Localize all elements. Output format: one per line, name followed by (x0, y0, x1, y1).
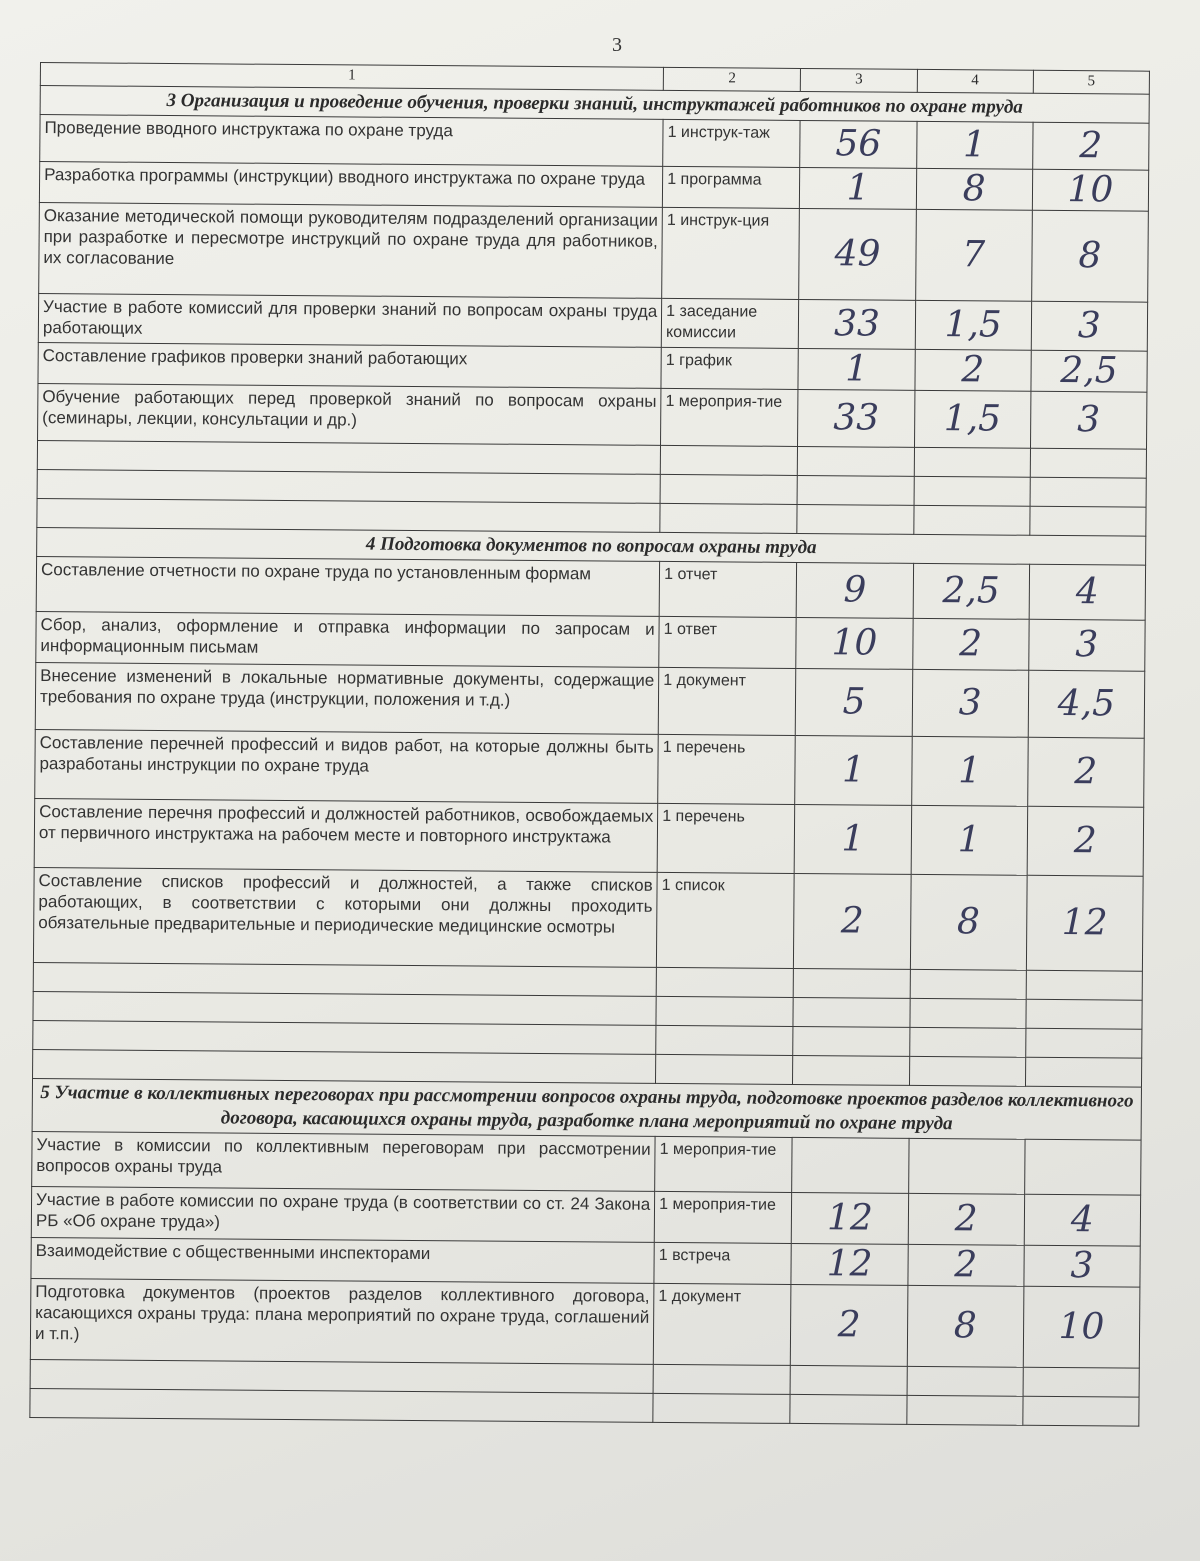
work-description-cell: Проведение вводного инструктажа по охране труда (40, 115, 663, 167)
value-col5-cell: 2 (1032, 122, 1149, 170)
section-header-row (32, 1078, 1141, 1140)
empty-cell (30, 1388, 653, 1422)
table-row (31, 1186, 1140, 1246)
empty-cell (1030, 506, 1146, 536)
work-description-cell: Составление списков профессий и должностей, а также списков работающих, в соответствии с которыми они должны проходить обязательные предварительные и периодические медицинские осмотры (33, 867, 657, 967)
work-description-cell: Разработка программы (инструкции) вводного инструктажа по охране труда (39, 162, 662, 208)
value-col5-cell: 12 (1026, 875, 1143, 971)
empty-cell (1023, 1396, 1139, 1426)
table-row (36, 611, 1145, 671)
work-description-cell: Составление перечня профессий и должностей работников, освобождаемых от первичного инструктажа на рабочем месте и повторного инструктажа (34, 798, 658, 872)
empty-cell (790, 1394, 906, 1424)
table-row (32, 1131, 1141, 1195)
value-col5-cell: 4 (1029, 564, 1146, 620)
table-row (38, 293, 1147, 351)
value-col3-cell: 12 (791, 1243, 907, 1285)
work-description-cell: Составление графиков проверки знаний работающих (38, 342, 661, 388)
empty-cell (798, 446, 914, 476)
value-col5-cell: 10 (1032, 169, 1149, 211)
empty-cell (913, 505, 1029, 535)
empty-cell (907, 1366, 1023, 1396)
empty-cell (910, 969, 1026, 999)
value-col5-cell: 2 (1027, 806, 1144, 876)
work-description-cell: Участие в работе комиссий для проверки знаний по вопросам охраны труда работающих (38, 293, 662, 347)
value-col4-cell: 7 (915, 209, 1032, 301)
empty-cell (797, 475, 913, 505)
unit-cell: 1 инструк-таж (663, 119, 801, 167)
work-description-cell: Составление перечней профессий и видов работ, на которые должны быть разработаны инструкции по охране труда (35, 729, 659, 803)
empty-cell (1030, 448, 1146, 478)
value-col3-cell: 1 (800, 167, 916, 209)
value-col3-cell: 12 (792, 1192, 909, 1244)
value-col3-cell: 10 (796, 617, 913, 669)
empty-cell (910, 998, 1026, 1028)
column-number: 4 (917, 69, 1033, 93)
work-description-cell: Участие в работе комиссии по охране труда (в соответствии со ст. 24 Закона РБ «Об охране труда») (31, 1186, 655, 1242)
value-col3-cell: 1 (795, 804, 912, 874)
section-title: 5 Участие в коллективных переговорах при рассмотрении вопросов охраны труда, подготовке проектов разделов коллективного договора, касающихся охраны труда, разработке плана мероприятий по охране труда (32, 1078, 1141, 1140)
empty-cell (660, 474, 798, 504)
value-col5-cell: 3 (1030, 391, 1147, 449)
unit-cell: 1 отчет (659, 561, 797, 617)
empty-cell (1026, 999, 1142, 1029)
value-col4-cell (908, 1138, 1025, 1194)
value-col5-cell: 3 (1024, 1245, 1141, 1287)
empty-cell (653, 1393, 791, 1423)
empty-cell (906, 1395, 1022, 1425)
value-col3-cell: 33 (799, 299, 916, 349)
empty-cell (1023, 1367, 1139, 1397)
value-col3-cell: 5 (796, 668, 913, 736)
value-col4-cell: 8 (910, 874, 1027, 970)
work-description-cell: Подготовка документов (проектов разделов коллективного договора, касающихся охраны труда: плана мероприятий по охране труда, соглашений и т.п.) (30, 1278, 654, 1364)
table-row (35, 729, 1145, 807)
value-col3-cell: 1 (798, 348, 914, 390)
value-col4-cell: 2 (912, 618, 1029, 670)
value-col4-cell: 3 (912, 669, 1029, 737)
empty-cell (909, 1027, 1025, 1057)
empty-cell (914, 447, 1030, 477)
empty-cell (914, 476, 1030, 506)
column-number: 2 (663, 67, 800, 91)
value-col4-cell: 2,5 (913, 563, 1030, 619)
work-description-cell: Оказание методической помощи руководителям подразделений организации при разработке и пересмотре инструкций по охране труда для работников, их согласование (39, 202, 663, 298)
value-col3-cell: 9 (797, 562, 914, 618)
unit-cell: 1 мероприя-тие (655, 1136, 793, 1192)
value-col3-cell: 2 (791, 1284, 908, 1366)
work-description-cell: Внесение изменений в локальные нормативные документы, содержащие требования по охране труда (инструкции, положения и т.д.) (35, 662, 659, 734)
work-description-cell: Взаимодействие с общественными инспекторами (31, 1237, 654, 1283)
empty-cell (909, 1056, 1025, 1086)
value-col4-cell: 2 (915, 349, 1031, 391)
unit-cell: 1 встреча (654, 1242, 792, 1284)
unit-cell: 1 документ (653, 1283, 791, 1365)
empty-cell (1030, 477, 1146, 507)
value-col5-cell: 3 (1031, 301, 1148, 351)
value-col5-cell: 3 (1029, 619, 1146, 671)
value-col4-cell: 1,5 (915, 300, 1032, 350)
unit-cell: 1 перечень (657, 803, 795, 873)
empty-cell (656, 967, 794, 997)
value-col4-cell: 1 (911, 805, 1028, 875)
empty-cell (1025, 1057, 1141, 1087)
section-title: 3 Организация и проведение обучения, проверки знаний, инструктажей работников по охране труда (40, 86, 1149, 124)
unit-cell: 1 инструк-ция (662, 207, 800, 299)
value-col3-cell: 33 (798, 389, 915, 447)
empty-cell (656, 1054, 794, 1084)
value-col5-cell: 10 (1023, 1286, 1140, 1368)
value-col5-cell (1024, 1139, 1141, 1195)
empty-cell (660, 503, 798, 533)
workload-table (29, 62, 1150, 1427)
value-col5-cell: 2,5 (1031, 350, 1148, 392)
work-description-cell: Сбор, анализ, оформление и отправка информации по запросам и информационным письмам (36, 611, 660, 667)
empty-cell (790, 1365, 906, 1395)
value-col4-cell: 8 (916, 168, 1032, 210)
empty-cell (1026, 970, 1142, 1000)
empty-cell (1025, 1028, 1141, 1058)
table-row (33, 867, 1143, 971)
value-col3-cell (792, 1137, 909, 1193)
table-row (39, 202, 1149, 302)
workload-table-sheet (29, 62, 1150, 1427)
table-row (36, 556, 1145, 620)
value-col5-cell: 8 (1031, 210, 1148, 302)
empty-cell (794, 968, 910, 998)
value-col4-cell: 2 (908, 1193, 1025, 1245)
value-col4-cell: 8 (907, 1285, 1024, 1367)
table-row (30, 1278, 1140, 1368)
table-row (38, 383, 1147, 449)
column-number: 1 (40, 63, 663, 91)
value-col4-cell: 1,5 (914, 390, 1031, 448)
unit-cell: 1 мероприя-тие (661, 388, 799, 446)
work-description-cell: Составление отчетности по охране труда по установленным формам (36, 556, 660, 616)
table-row (35, 662, 1144, 738)
column-number: 5 (1033, 70, 1149, 94)
unit-cell: 1 ответ (659, 616, 797, 668)
value-col3-cell: 49 (799, 208, 916, 300)
value-col4-cell: 1 (911, 736, 1028, 806)
value-col3-cell: 1 (795, 735, 912, 805)
page-number: 3 (612, 34, 622, 56)
empty-cell (656, 1025, 794, 1055)
section-title: 4 Подготовка документов по вопросам охраны труда (37, 527, 1146, 565)
unit-cell: 1 мероприя-тие (654, 1191, 792, 1243)
value-col4-cell: 2 (908, 1244, 1024, 1286)
unit-cell: 1 заседание комиссии (661, 298, 799, 348)
empty-cell (793, 1055, 909, 1085)
empty-cell (797, 504, 913, 534)
work-description-cell: Участие в комиссии по коллективным переговорам при рассмотрении вопросов охраны труда (32, 1131, 656, 1191)
unit-cell: 1 перечень (658, 734, 796, 804)
empty-cell (793, 997, 909, 1027)
unit-cell: 1 программа (663, 166, 801, 208)
empty-cell (793, 1026, 909, 1056)
value-col5-cell: 4 (1024, 1194, 1141, 1246)
table-row (34, 798, 1144, 876)
empty-cell (660, 445, 798, 475)
unit-cell: 1 список (657, 872, 795, 968)
value-col3-cell: 2 (794, 873, 911, 969)
unit-cell: 1 график (661, 347, 799, 389)
work-description-cell: Обучение работающих перед проверкой знаний по вопросам охраны (семинары, лекции, консультации и др.) (38, 383, 662, 445)
empty-cell (653, 1364, 791, 1394)
value-col3-cell: 56 (800, 120, 917, 168)
unit-cell: 1 документ (658, 667, 796, 735)
value-col5-cell: 2 (1027, 737, 1144, 807)
column-number: 3 (801, 68, 917, 92)
value-col5-cell: 4,5 (1028, 670, 1145, 738)
value-col4-cell: 1 (916, 121, 1033, 169)
empty-cell (656, 996, 794, 1026)
